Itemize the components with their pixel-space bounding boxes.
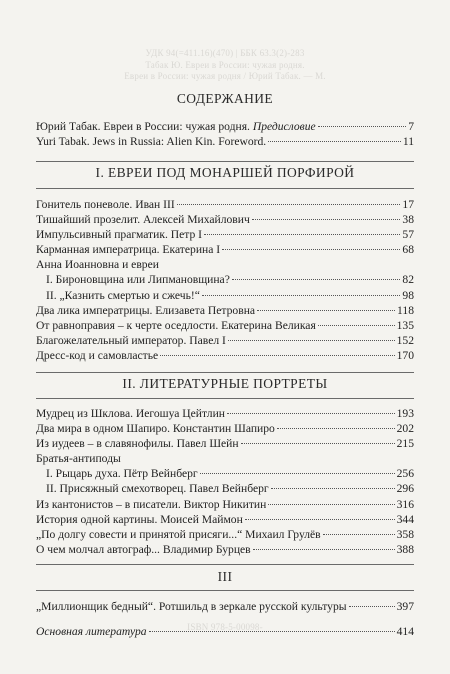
toc-entry[interactable]	[36, 303, 414, 318]
show-through-text: Табак Ю. Евреи в России: чужая родня.	[145, 60, 305, 70]
toc-entry[interactable]	[36, 421, 414, 436]
toc-entry-page: 215	[396, 437, 414, 451]
contents-heading: СОДЕРЖАНИЕ	[176, 91, 274, 106]
toc-entry-title: Yuri Tabak. Jews in Russia: Alien Kin. Foreword.	[36, 135, 267, 149]
toc-entry-page: 296	[396, 482, 414, 496]
section-1-entries	[36, 197, 414, 363]
leader-dots	[257, 310, 395, 311]
leader-dots	[318, 325, 395, 326]
toc-entry-title: О чем молчал автограф... Владимир Бурцев	[36, 542, 251, 556]
toc-entry-title: История одной картины. Моисей Маймон	[36, 512, 243, 526]
toc-entry-title: Братья-антиподы	[36, 452, 121, 466]
toc-group-heading	[36, 451, 414, 466]
leader-dots	[252, 219, 401, 220]
leader-dots	[268, 504, 394, 505]
toc-entry[interactable]	[36, 406, 414, 421]
leader-dots	[349, 606, 395, 607]
toc-entry[interactable]	[36, 348, 414, 363]
section-2-entries	[36, 406, 414, 557]
section-heading: II. ЛИТЕРАТУРНЫЕ ПОРТРЕТЫ	[122, 376, 328, 391]
toc-entry-page: 193	[396, 407, 414, 420]
toc-entry-page: 344	[396, 512, 414, 526]
toc-entry-title: Мудрец из Шклова. Иегошуа Цейтлин	[36, 407, 225, 420]
toc-entry-page: 98	[402, 288, 414, 302]
toc-entry-page: 17	[402, 198, 414, 211]
toc-entry-title: Импульсивный прагматик. Петр I	[36, 228, 203, 242]
toc-entry-page: 7	[408, 120, 414, 133]
toc-entry[interactable]	[36, 512, 414, 527]
toc-entry-title: Карманная императрица. Екатерина I	[36, 243, 221, 257]
toc-entry[interactable]	[36, 497, 414, 512]
toc-subentry[interactable]	[36, 272, 414, 287]
leader-dots	[227, 413, 395, 414]
leader-dots	[160, 355, 394, 356]
leader-dots	[232, 279, 401, 280]
leader-dots	[268, 141, 401, 142]
section-divider	[36, 590, 414, 591]
toc-entry-title: Два мира в одном Шапиро. Константин Шапиро	[36, 422, 275, 436]
toc-entry-page: 152	[396, 333, 414, 347]
toc-entry-page: 358	[396, 527, 414, 541]
toc-entry-page: 170	[396, 348, 414, 362]
toc-entry-page: 256	[396, 467, 414, 481]
show-through-text: ISBN 978-5-00098-	[187, 622, 263, 632]
section-divider	[36, 372, 414, 373]
toc-entry-title: I. Рыцарь духа. Пётр Вейнберг	[46, 467, 198, 481]
toc-entry-page: 135	[396, 318, 414, 332]
toc-entry-page: 38	[402, 213, 414, 227]
toc-group-heading	[36, 257, 414, 272]
toc-entry-page: 11	[402, 135, 414, 149]
section-divider	[36, 161, 414, 162]
leader-dots	[149, 631, 395, 632]
leader-dots	[177, 204, 401, 205]
toc-entry-title: „Миллионщик бедный“. Ротшильд в зеркале русской культуры	[36, 600, 347, 613]
toc-entry-title: Дресс-код и самовластье	[36, 348, 159, 362]
leader-dots	[202, 295, 401, 296]
toc-entry[interactable]	[36, 436, 414, 451]
toc-entry[interactable]	[36, 318, 414, 333]
show-through-text: Евреи в России: чужая родня / Юрий Табак. — М.	[124, 71, 326, 81]
toc-entry-page: 202	[396, 422, 414, 436]
section-divider	[36, 188, 414, 189]
toc-entry-page: 397	[396, 600, 414, 613]
leader-dots	[253, 549, 395, 550]
leader-dots	[228, 340, 395, 341]
toc-entry-page: 82	[402, 273, 414, 287]
toc-entry[interactable]	[36, 212, 414, 227]
section-heading: III	[217, 569, 233, 584]
toc-entry-title: I. Бироновщина или Липмановщина?	[46, 273, 230, 287]
toc-entry[interactable]	[36, 227, 414, 242]
leader-dots	[241, 443, 395, 444]
intro-block	[36, 119, 414, 149]
toc-entry-title: Из иудеев – в славянофилы. Павел Шейн	[36, 437, 239, 451]
section-3-entries	[36, 599, 414, 614]
toc-entry[interactable]	[36, 599, 414, 614]
toc-entry-title: Основная литература	[36, 625, 147, 638]
toc-entry-page: 316	[396, 497, 414, 511]
leader-dots	[222, 249, 400, 250]
toc-entry-title: От равноправия – к черте оседлости. Екатерина Великая	[36, 318, 316, 332]
show-through-text: УДК 94(=411.16)(470) | ББК 63.3(2)-283	[145, 48, 305, 58]
leader-dots	[204, 234, 400, 235]
toc-entry-page: 68	[402, 243, 414, 257]
toc-entry[interactable]	[36, 134, 414, 149]
toc-entry-title: Благожелательный император. Павел I	[36, 333, 226, 347]
section-divider	[36, 564, 414, 565]
toc-entry[interactable]	[36, 624, 414, 639]
toc-entry-page: 57	[402, 228, 414, 242]
leader-dots	[277, 428, 395, 429]
toc-entry-title: Два лика императрицы. Елизавета Петровна	[36, 303, 256, 317]
leader-dots	[245, 519, 395, 520]
leader-dots	[200, 473, 395, 474]
toc-subentry[interactable]	[36, 288, 414, 303]
section-divider	[36, 398, 414, 399]
toc-entry-title: Тишайший прозелит. Алексей Михайлович	[36, 213, 250, 227]
leader-dots	[271, 488, 395, 489]
toc-subentry[interactable]	[36, 481, 414, 496]
toc-entry-page: 388	[396, 542, 414, 556]
section-heading: I. ЕВРЕИ ПОД МОНАРШЕЙ ПОРФИРОЙ	[95, 165, 355, 180]
toc-entry[interactable]	[36, 119, 414, 134]
toc-entry-title: Анна Иоанновна и евреи	[36, 258, 159, 272]
toc-entry-title: II. Присяжный смехотворец. Павел Вейнберг	[46, 482, 269, 496]
toc-entry-page: 414	[396, 625, 414, 638]
toc-entry-page: 118	[397, 303, 414, 317]
toc-entry-title: „По долгу совести и принятой присяги...“ Михаил Грулёв	[36, 527, 321, 541]
toc-entry-title: II. „Казнить смертью и сжечь!“	[46, 288, 200, 302]
toc-subentry[interactable]	[36, 466, 414, 481]
toc-entry-title: Из кантонистов – в писатели. Виктор Никитин	[36, 497, 267, 511]
leader-dots	[318, 126, 407, 127]
literature-block	[36, 624, 414, 639]
toc-entry[interactable]	[36, 333, 414, 348]
toc-entry-title: Юрий Табак. Евреи в России: чужая родня. Предисловие	[36, 120, 316, 133]
leader-dots	[323, 534, 395, 535]
toc-entry[interactable]	[36, 242, 414, 257]
toc-entry-title: Гонитель поневоле. Иван III	[36, 198, 175, 211]
toc-entry[interactable]	[36, 197, 414, 212]
toc-entry[interactable]	[36, 542, 414, 557]
toc-entry[interactable]	[36, 527, 414, 542]
